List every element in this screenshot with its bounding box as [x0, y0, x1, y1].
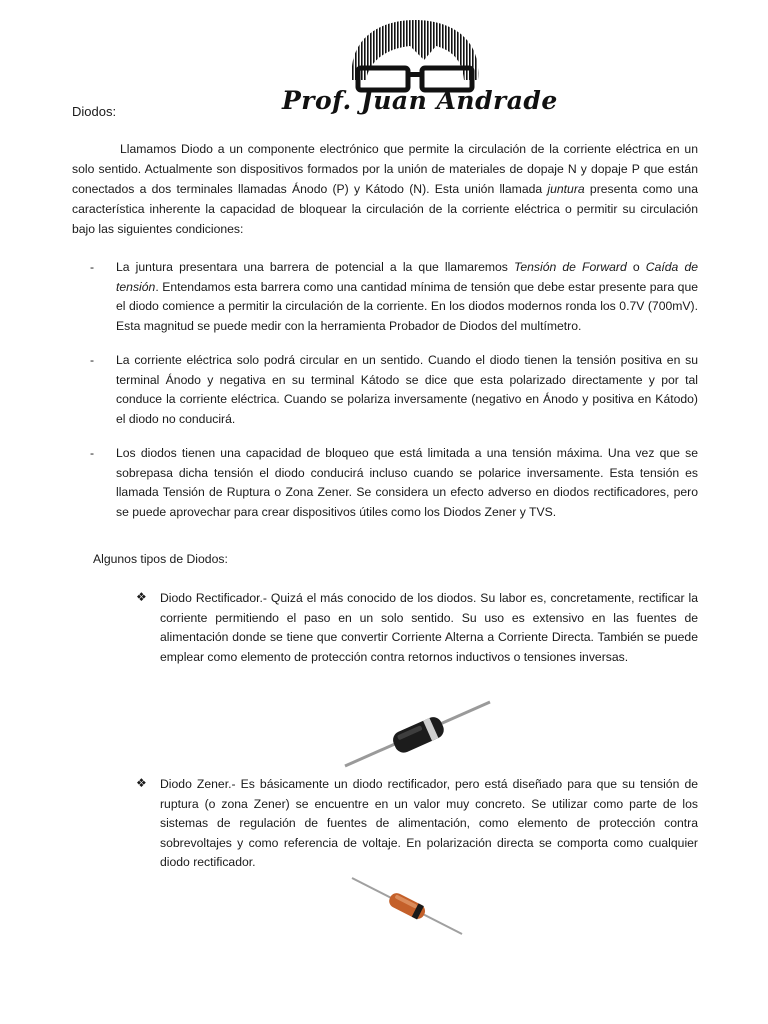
diamond-bullet-icon: ❖: [136, 590, 147, 604]
diamond-bullet-icon: ❖: [136, 776, 147, 790]
rectifier-diode-image: [340, 694, 495, 774]
types-heading: Algunos tipos de Diodos:: [93, 552, 228, 566]
intro-paragraph: Llamamos Diodo a un componente electrónico que permite la circulación de la corriente eléctrica en un solo sentido. Actualmente son dispositivos formados por la unión de materiales de dopaje N y dopaje P que están conectados a dos terminales llamadas Ánodo (P) y Kátodo (N). Esta unión llamada juntura presenta como una característica inherente la capacidad de bloquear la circulación de la corriente eléctrica o permitir su circulación bajo las siguientes condiciones:: [72, 142, 698, 236]
rectifier-description: Diodo Rectificador.- Quizá el más conocido de los diodos. Su labor es, concretamente, rectificar la corriente permitiendo el paso en un solo sentido. Su uso es extensivo en las fuentes de alimentación donde se tiene que convertir Corriente Alterna a Corriente Directa. También se puede emplear como elemento de protección contra retornos inductivos o tensiones inversas.: [160, 591, 698, 664]
condition-forward-voltage: La juntura presentara una barrera de potencial a la que llamaremos Tensión de Forward o Caída de tensión. Entendamos esta barrera como una cantidad mínima de tensión que debe estar presente para que el diodo comience a permitir la circulación de la corriente. En los diodos modernos ronda los 0.7V (700mV). Esta magnitud se puede medir con la herramienta Probador de Diodos del multímetro.: [116, 260, 698, 333]
condition-breakdown: Los diodos tienen una capacidad de bloqueo que está limitada a una tensión máxima. Una vez que se sobrepasa dicha tensión el diodo conducirá incluso cuando se polarice inversamente. Esta tensión es llamada Tensión de Ruptura o Zona Zener. Se considera un efecto adverso en diodos rectificadores, pero se puede aprovechar para crear dispositivos útiles como los Diodos Zener y TVS.: [116, 446, 698, 519]
document-title: Diodos:: [72, 104, 117, 119]
condition-one-direction: La corriente eléctrica solo podrá circular en un sentido. Cuando el diodo tienen la tensión positiva en su terminal Ánodo y negativa en su terminal Kátodo se dice que esta polarizado directamente y por tal conduce la corriente eléctrica. Cuando se polariza inversamente (negativo en Ánodo y positiva en Kátodo) el diodo no conducirá.: [116, 353, 698, 426]
logo-signature: Prof. Juan Andrade: [282, 86, 558, 115]
bullet-dash: -: [90, 353, 95, 367]
zener-description: Diodo Zener.- Es básicamente un diodo rectificador, pero está diseñado para que su tensión de ruptura (o zona Zener) se encuentre en un valor muy concreto. Se utilizar como parte de los sistemas de regulación de fuentes de alimentación, como elemento de protección contra sobrevoltajes y como referencia de voltaje. En polarización directa se comporta como cualquier diodo rectificador.: [160, 777, 698, 869]
zener-diode-image: [348, 872, 466, 938]
bullet-dash: -: [90, 260, 95, 274]
bullet-dash: -: [90, 446, 95, 460]
